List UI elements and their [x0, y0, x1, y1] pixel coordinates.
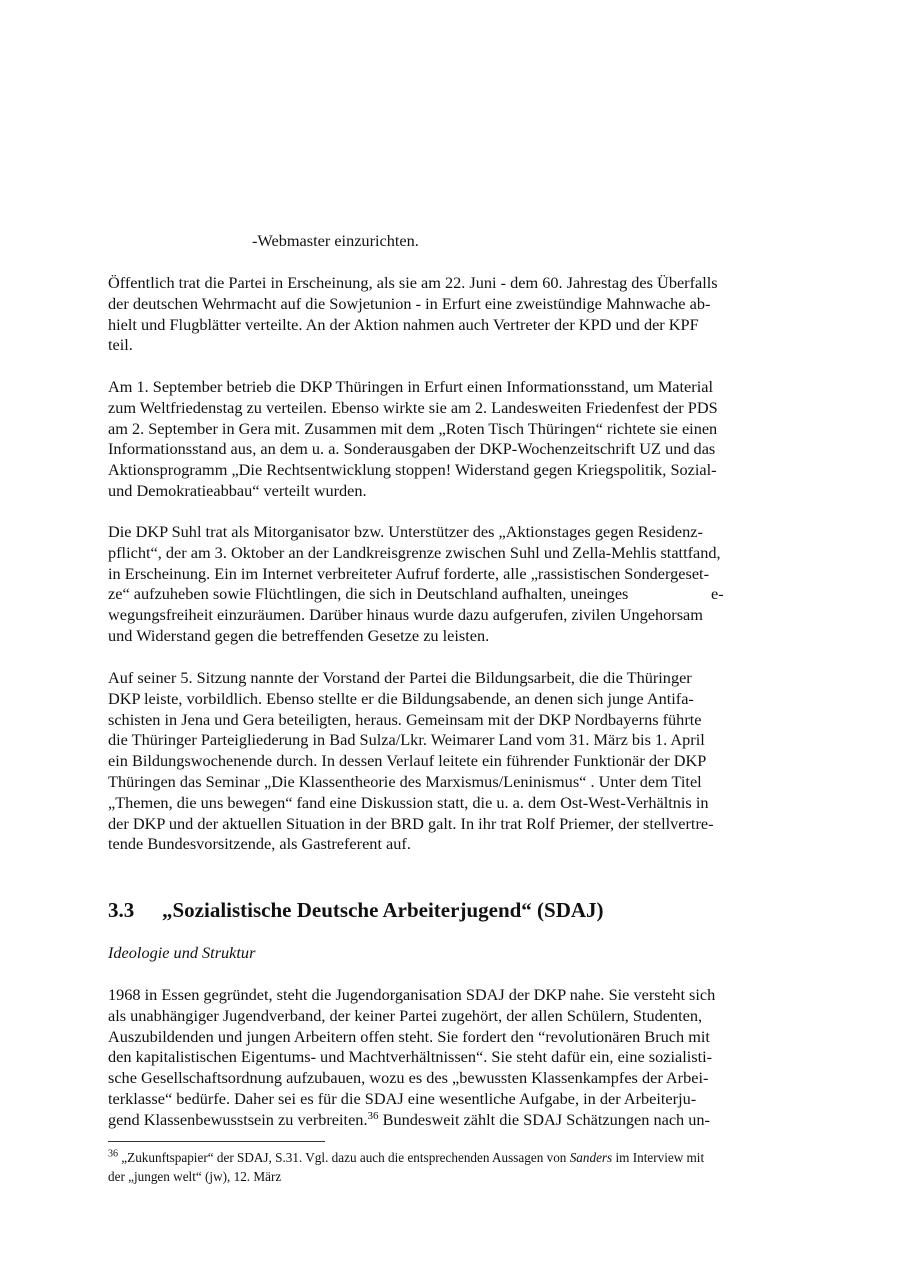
paragraph-weltfriedenstag: [108, 377, 758, 502]
text-line: Auf seiner 5. Sitzung nannte der Vorstand der Partei die Bildungsarbeit, die die Thüringer: [108, 668, 692, 687]
footnote-number: 36: [108, 1148, 118, 1160]
text-fragment: ze“ aufzuheben sowie Flüchtlingen, die sich in Deutschland aufhalten, uneinges: [108, 584, 629, 604]
text-line: pflicht“, der am 3. Oktober an der Landkreisgrenze zwischen Suhl und Zella-Mehlis stattfand,: [108, 542, 721, 562]
text-line: Informationsstand aus, an dem u. a. Sonderausgaben der DKP-Wochenzeitschrift UZ und das: [108, 439, 716, 459]
text-line: sche Gesellschaftsordnung aufzubauen, wozu es des „bewussten Klassenkampfes der Arbei-: [108, 1068, 709, 1088]
text-fragment: gend Klassenbewusstsein zu verbreiten.: [108, 1109, 368, 1129]
text-line: schisten in Jena und Gera beteiligten, heraus. Gemeinsam mit der DKP Nordbayerns führte: [108, 709, 702, 729]
paragraph-bildungsarbeit: [108, 668, 758, 855]
footnote-line: der „jungen welt“ (jw), 12. März: [108, 1169, 282, 1184]
text-line: tende Bundesvorsitzende, als Gastreferent auf.: [108, 834, 411, 854]
text-line: teil.: [108, 335, 133, 355]
section-title: „Sozialistische Deutsche Arbeiterjugend“ (SDAJ): [162, 898, 604, 922]
text-line: den kapitalistischen Eigentums- und Machtverhältnissen“. Sie steht dafür ein, eine sozialisti-: [108, 1047, 713, 1067]
text-line: Am 1. September betrieb die DKP Thüringen in Erfurt einen Informationsstand, um Material: [108, 377, 713, 396]
paragraph-mahnwache: [108, 273, 758, 356]
text-line: ein Bildungswochenende durch. In dessen Verlauf leitete ein führender Funktionär der DKP: [108, 751, 707, 771]
text-fragment: im Interview mit: [612, 1150, 705, 1165]
text-line: zum Weltfriedenstag zu verteilen. Ebenso wirkte sie am 2. Landesweiten Friedenfest der PDS: [108, 397, 718, 417]
footnote-reference[interactable]: 36: [367, 1109, 379, 1122]
text-line: Die DKP Suhl trat als Mitorganisator bzw. Unterstützer des „Aktionstages gegen Residenz-: [108, 522, 703, 541]
text-line: hielt und Flugblätter verteilte. An der Aktion nahmen auch Vertreter der KPD und der KPF: [108, 314, 699, 334]
text-line: Auszubildenden und jungen Arbeitern offen steht. Sie fordert den “revolutionären Bruch mit: [108, 1026, 710, 1046]
text-line: der deutschen Wehrmacht auf die Sowjetunion - in Erfurt eine zweistündige Mahnwache ab-: [108, 293, 711, 313]
text-line: und Widerstand gegen die betreffenden Gesetze zu leisten.: [108, 625, 490, 645]
text-line: die Thüringer Parteigliederung in Bad Sulza/Lkr. Weimarer Land vom 31. März bis 1. April: [108, 730, 705, 750]
text-line: Aktionsprogramm „Die Rechtsentwicklung stoppen! Widerstand gegen Kriegspolitik, Sozial-: [108, 460, 717, 480]
hyphen-fragment: e-: [711, 584, 724, 604]
text-line: am 2. September in Gera mit. Zusammen mit dem „Roten Tisch Thüringen“ richtete sie einen: [108, 418, 718, 438]
text-line: 1968 in Essen gegründet, steht die Jugendorganisation SDAJ der DKP nahe. Sie versteht sich: [108, 985, 716, 1004]
text-line: Thüringen das Seminar „Die Klassentheorie des Marxismus/Leninismus“ . Unter dem Titel: [108, 771, 702, 791]
footnote-emphasis: Sanders: [569, 1150, 613, 1165]
text-fragment: Bundesweit zählt die SDAJ Schätzungen nach un-: [378, 1109, 710, 1129]
text-line: terklasse“ bedürfe. Daher sei es für die SDAJ eine wesentliche Aufgabe, in der Arbeiterju-: [108, 1088, 697, 1108]
text-line: in Erscheinung. Ein im Internet verbreiteter Aufruf forderte, alle „rassistischen Sondergeset-: [108, 563, 709, 583]
footnote-separator: [108, 1141, 325, 1142]
text-line: „Themen, die uns bewegen“ fand eine Diskussion statt, die u. a. dem Ost-West-Verhältnis in: [108, 792, 709, 812]
text-fragment: „Zukunftspapier“ der SDAJ, S.31. Vgl. dazu auch die entsprechenden Aussagen von: [121, 1150, 570, 1165]
text-line: als unabhängiger Jugendverband, der keiner Partei zugehört, der allen Schülern, Studenten,: [108, 1005, 703, 1025]
text-line: [108, 1110, 758, 1131]
footnote-line: [108, 1148, 808, 1167]
text-line: der DKP und der aktuellen Situation in der BRD galt. In ihr trat Rolf Priemer, der stellvertre-: [108, 813, 714, 833]
continuation-line: -Webmaster einzurichten.: [252, 231, 419, 250]
text-line: und Demokratieabbau“ verteilt wurden.: [108, 480, 367, 500]
section-heading: [108, 897, 604, 923]
paragraph-sdaj: [108, 985, 758, 1131]
footnote: [108, 1148, 808, 1186]
text-line: wegungsfreiheit einzuräumen. Darüber hinaus wurde dazu aufgerufen, zivilen Ungehorsam: [108, 605, 703, 625]
text-line: Öffentlich trat die Partei in Erscheinung, als sie am 22. Juni - dem 60. Jahrestag des Überfalls: [108, 273, 718, 292]
section-number: 3.3: [108, 898, 135, 922]
paragraph-residenzpflicht: [108, 522, 758, 647]
subheading: Ideologie und Struktur: [108, 943, 256, 962]
text-line: [108, 584, 758, 605]
text-line: DKP leiste, vorbildlich. Ebenso stellte er die Bildungsabende, an denen sich junge Antifa-: [108, 688, 694, 708]
